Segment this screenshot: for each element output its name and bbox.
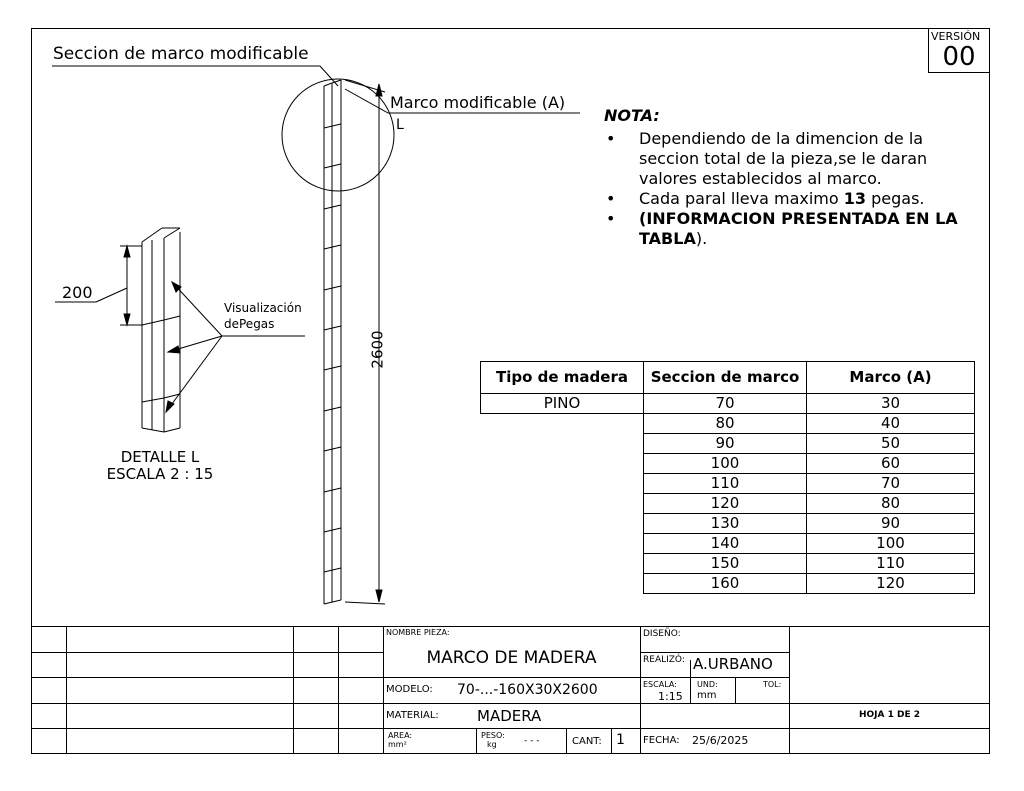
cell-tipo-empty <box>481 534 644 554</box>
cell-marco: 30 <box>807 394 975 414</box>
modelo-value: 70-...-160X30X2600 <box>457 682 598 698</box>
cant-value: 1 <box>616 732 625 748</box>
table-row <box>481 474 975 494</box>
fecha-label: FECHA: <box>643 735 680 746</box>
und-value: mm <box>697 690 717 701</box>
header-seccion: Seccion de marco <box>644 362 807 394</box>
note-item-1-text: Dependiendo de la dimencion de la seccion total de la pieza,se le daran valores establecidos al marco. <box>639 129 928 188</box>
header-tipo: Tipo de madera <box>481 362 644 394</box>
cell-marco: 60 <box>807 454 975 474</box>
peso-label: PESO: <box>481 731 505 740</box>
cell-tipo-empty <box>481 414 644 434</box>
diseno-label: DISEÑO: <box>643 629 681 639</box>
section-label: Seccion de marco modificable <box>53 44 309 64</box>
tol-label: TOL: <box>763 680 782 689</box>
cell-marco: 40 <box>807 414 975 434</box>
marco-spec-table <box>480 361 975 594</box>
peso-value: - - - <box>524 736 540 746</box>
escala-label: ESCALA: <box>643 680 677 689</box>
realizo-label: REALIZÓ: <box>643 655 685 665</box>
version-label: VERSIÓN <box>931 30 981 43</box>
area-unit: mm² <box>388 740 407 749</box>
escala-value: 1:15 <box>658 690 683 703</box>
marco-modificable-label: Marco modificable (A) <box>390 93 566 112</box>
cell-seccion: 70 <box>644 394 807 414</box>
cell-marco: 50 <box>807 434 975 454</box>
nombre-pieza-label: NOMBRE PIEZA: <box>386 628 450 637</box>
table-row <box>481 434 975 454</box>
pegas-label-line2: dePegas <box>224 317 275 331</box>
cell-tipo-empty <box>481 554 644 574</box>
modelo-label: MODELO: <box>386 684 433 695</box>
material-label: MATERIAL: <box>386 710 439 721</box>
cell-tipo-empty <box>481 474 644 494</box>
note-item-3-suffix: ). <box>695 229 708 248</box>
table-row <box>481 454 975 474</box>
note-title: NOTA: <box>604 106 660 125</box>
version-value: 00 <box>942 42 976 72</box>
detail-scale: ESCALA 2 : 15 <box>106 465 214 483</box>
cell-seccion: 160 <box>644 574 807 594</box>
cant-label: CANT: <box>572 736 602 747</box>
table-row <box>481 554 975 574</box>
table-row <box>481 494 975 514</box>
cell-seccion: 150 <box>644 554 807 574</box>
note-item-3-text: (INFORMACION PRESENTADA EN LA TABLA <box>639 209 958 248</box>
cell-seccion: 120 <box>644 494 807 514</box>
cell-tipo-empty <box>481 434 644 454</box>
note-item-2-text: Cada paral lleva maximo <box>639 189 844 208</box>
fecha-value: 25/6/2025 <box>692 734 749 747</box>
table-row <box>481 534 975 554</box>
detail-title: DETALLE L <box>120 448 200 466</box>
cell-tipo-empty <box>481 514 644 534</box>
pegas-label-line1: Visualización <box>224 301 302 315</box>
material-value: MADERA <box>477 707 542 725</box>
cell-marco: 110 <box>807 554 975 574</box>
header-marco: Marco (A) <box>807 362 975 394</box>
note-item-2-count: 13 <box>843 189 867 208</box>
note-item <box>604 129 974 189</box>
note-item <box>604 209 974 249</box>
area-label: AREA: <box>388 731 413 740</box>
note-item-2-suffix: pegas. <box>866 189 925 208</box>
cell-tipo-empty <box>481 574 644 594</box>
cell-marco: 90 <box>807 514 975 534</box>
cell-seccion: 130 <box>644 514 807 534</box>
post-long <box>324 80 341 604</box>
cell-marco: 70 <box>807 474 975 494</box>
table-header-row <box>481 362 975 394</box>
dimension-200-label: 200 <box>62 283 93 302</box>
cell-seccion: 110 <box>644 474 807 494</box>
realizo-value: A.URBANO <box>693 655 773 673</box>
cell-tipo: PINO <box>481 394 644 414</box>
und-label: UND: <box>697 680 718 689</box>
detail-letter: L <box>396 117 404 133</box>
cell-marco: 100 <box>807 534 975 554</box>
cell-tipo-empty <box>481 454 644 474</box>
hoja-label: HOJA 1 DE 2 <box>858 710 921 720</box>
nombre-pieza-value: MARCO DE MADERA <box>426 648 597 668</box>
note-item <box>604 189 974 209</box>
note-list <box>604 129 974 249</box>
dimension-2600-label: 2600 <box>368 330 387 369</box>
section-label-leader <box>320 66 338 86</box>
cell-seccion: 90 <box>644 434 807 454</box>
cell-seccion: 80 <box>644 414 807 434</box>
table-row <box>481 514 975 534</box>
table-row <box>481 574 975 594</box>
peso-unit: kg <box>487 740 497 749</box>
table-row <box>481 394 975 414</box>
table-row <box>481 414 975 434</box>
cell-marco: 120 <box>807 574 975 594</box>
cell-seccion: 100 <box>644 454 807 474</box>
cell-tipo-empty <box>481 494 644 514</box>
cell-marco: 80 <box>807 494 975 514</box>
cell-seccion: 140 <box>644 534 807 554</box>
